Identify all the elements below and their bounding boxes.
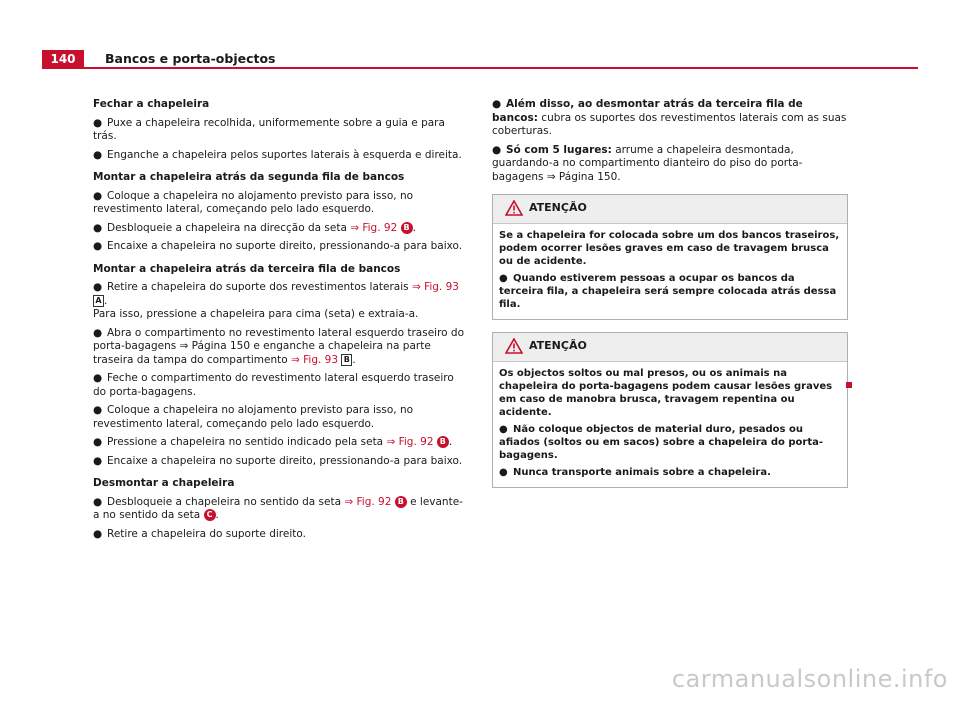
figure-link[interactable]: ⇒ Fig. 92 <box>386 436 434 448</box>
bullet-icon: ● <box>499 424 508 435</box>
label-badge: B <box>401 222 413 234</box>
warning-triangle-icon <box>505 338 523 359</box>
bullet-icon: ● <box>492 98 502 110</box>
bullet-icon: ● <box>93 372 103 384</box>
list-item: ● Coloque a chapeleira no alojamento previsto para isso, no revestimento lateral, começando pelo lado esquerdo. <box>93 189 414 215</box>
list-item: ● Abra o compartimento no revestimento lateral esquerdo traseiro do porta-bagagens ⇒ Página 150 e enganche a chapeleira na parte traseira da tampa do compartimento ⇒ Fig. 93 B . <box>93 326 465 366</box>
left-column <box>93 98 465 546</box>
list-item: ● Enganche a chapeleira pelos suportes laterais à esquerda e direita. <box>93 148 462 161</box>
right-column <box>492 98 848 488</box>
warning-body <box>493 362 847 487</box>
figure-link[interactable]: ⇒ Fig. 93 <box>411 281 459 293</box>
warning-text: Os objectos soltos ou mal presos, ou os animais na chapeleira do porta-bagagens podem causar lesões graves em caso de manobra brusca, travagem repentina ou acidente. <box>499 368 833 418</box>
bullet-icon: ● <box>93 326 103 339</box>
label-badge: C <box>204 509 216 521</box>
warning-title: ATENÇÃO <box>529 339 587 352</box>
warning-header <box>493 195 847 224</box>
bullet-icon: ● <box>93 404 103 416</box>
warning-body <box>493 224 847 319</box>
list-item: ● Retire a chapeleira do suporte direito. <box>93 527 306 540</box>
figure-link[interactable]: ⇒ Fig. 92 <box>350 221 398 234</box>
bullet-icon: ● <box>93 527 103 540</box>
bullet-icon: ● <box>93 495 103 508</box>
warning-box <box>492 194 848 320</box>
list-item: ● Desbloqueie a chapeleira no sentido da seta ⇒ Fig. 92 B e levante-a no sentido da seta C . <box>93 495 463 521</box>
list-item: ● Não coloque objectos de material duro, pesados ou afiados (soltos ou em sacos) sobre a chapeleira do porta-bagagens. <box>499 424 824 461</box>
bullet-icon: ● <box>93 189 103 202</box>
bullet-icon: ● <box>93 116 103 129</box>
figure-link[interactable]: ⇒ Fig. 92 <box>344 495 392 508</box>
label-badge: B <box>437 436 449 448</box>
bullet-icon: ● <box>93 281 103 293</box>
bullet-icon: ● <box>93 240 103 252</box>
label-badge: B <box>395 496 407 508</box>
warning-header <box>493 333 847 362</box>
section-heading: Fechar a chapeleira <box>93 98 210 110</box>
page-number: 140 <box>42 50 84 68</box>
page-title: Bancos e porta-objectos <box>105 51 276 66</box>
list-item: ● Além disso, ao desmontar atrás da terceira fila de bancos: cubra os suportes dos revestimentos laterais com as suas coberturas. <box>492 98 847 137</box>
label-badge: A <box>93 295 104 307</box>
warning-title: ATENÇÃO <box>529 201 587 214</box>
bullet-icon: ● <box>499 273 508 284</box>
section-heading: Desmontar a chapeleira <box>93 477 235 489</box>
bullet-icon: ● <box>492 143 502 156</box>
list-item: ● Quando estiverem pessoas a ocupar os bancos da terceira fila, a chapeleira será sempre colocada atrás dessa fila. <box>499 273 837 310</box>
label-badge: B <box>341 354 352 366</box>
header-rule <box>42 67 918 69</box>
list-item: ● Puxe a chapeleira recolhida, uniformemente sobre a guia e para trás. <box>93 116 445 142</box>
list-item: ● Retire a chapeleira do suporte dos revestimentos laterais ⇒ Fig. 93 A . Para isso, pressione a chapeleira para cima (seta) e extraia-a. <box>93 281 459 320</box>
bullet-icon: ● <box>499 467 508 478</box>
bullet-icon: ● <box>93 221 103 234</box>
list-item: ● Só com 5 lugares: arrume a chapeleira desmontada, guardando-a no compartimento dianteiro do piso do porta-bagagens ⇒ Página 150. <box>492 143 803 183</box>
list-item: ● Encaixe a chapeleira no suporte direito, pressionando-a para baixo. <box>93 454 463 467</box>
warning-triangle-icon <box>505 200 523 221</box>
list-item: ● Feche o compartimento do revestimento lateral esquerdo traseiro do porta-bagagens. <box>93 372 454 398</box>
section-end-mark <box>846 382 852 388</box>
list-item: ● Coloque a chapeleira no alojamento previsto para isso, no revestimento lateral, começando pelo lado esquerdo. <box>93 404 414 430</box>
warning-box <box>492 332 848 488</box>
section-heading: Montar a chapeleira atrás da terceira fila de bancos <box>93 262 401 275</box>
list-item: ● Encaixe a chapeleira no suporte direito, pressionando-a para baixo. <box>93 240 463 252</box>
bullet-icon: ● <box>93 436 103 448</box>
warning-text: Se a chapeleira for colocada sobre um dos bancos traseiros, podem ocorrer lesões graves em caso de travagem brusca ou de acidente. <box>499 230 840 267</box>
watermark: carmanualsonline.info <box>671 665 948 693</box>
list-item: ● Desbloqueie a chapeleira na direcção da seta ⇒ Fig. 92 B . <box>93 221 416 234</box>
bullet-icon: ● <box>93 454 103 467</box>
list-item: ● Nunca transporte animais sobre a chapeleira. <box>499 467 771 478</box>
figure-link[interactable]: ⇒ Fig. 93 <box>290 353 339 366</box>
section-heading: Montar a chapeleira atrás da segunda fila de bancos <box>93 171 405 183</box>
list-item: ● Pressione a chapeleira no sentido indicado pela seta ⇒ Fig. 92 B . <box>93 436 453 448</box>
bullet-icon: ● <box>93 148 103 161</box>
